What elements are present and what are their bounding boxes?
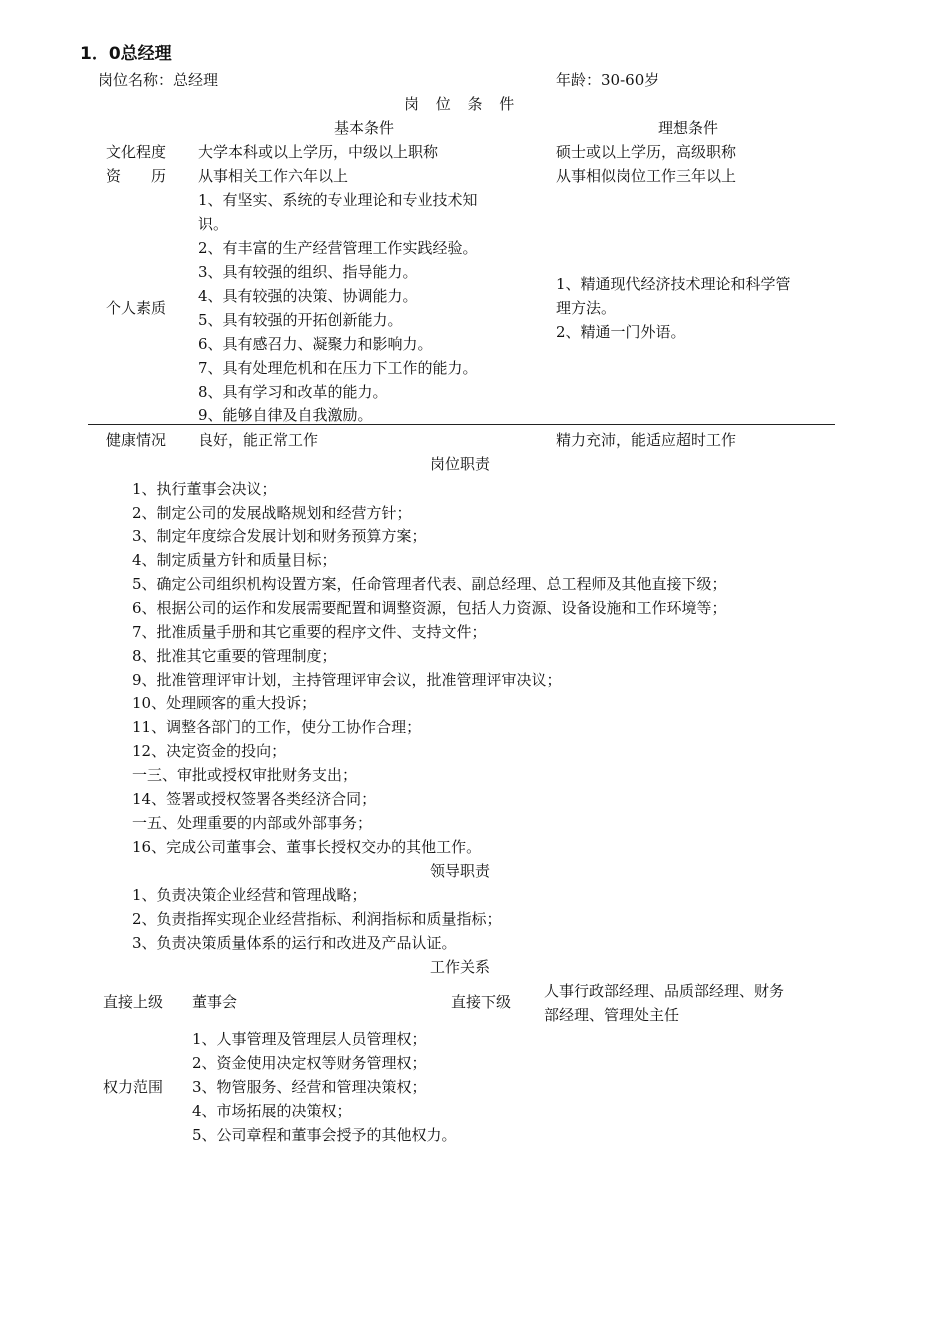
list-item: 一三、审批或授权审批财务支出； <box>132 766 358 784</box>
list-item: 8、批准其它重要的管理制度； <box>132 647 337 665</box>
leadership-header: 领导职责 <box>430 862 491 880</box>
list-item: 一五、处理重要的内部或外部事务； <box>132 814 373 832</box>
list-item: 部经理、管理处主任 <box>544 1006 680 1024</box>
experience-ideal: 从事相似岗位工作三年以上 <box>556 167 737 185</box>
experience-basic: 从事相关工作六年以上 <box>198 167 349 185</box>
list-item: 2、资金使用决定权等财务管理权； <box>192 1054 427 1072</box>
list-item: 14、签署或授权签署各类经济合同； <box>132 790 377 808</box>
list-item: 3、物管服务、经营和管理决策权； <box>192 1078 427 1096</box>
health-ideal: 精力充沛，能适应超时工作 <box>556 431 737 449</box>
personal-label: 个人素质 <box>106 299 167 317</box>
health-basic: 良好，能正常工作 <box>198 431 319 449</box>
superior-label: 直接上级 <box>103 993 164 1011</box>
duties-header: 岗位职责 <box>430 455 491 473</box>
authority-label: 权力范围 <box>103 1078 164 1096</box>
education-ideal: 硕士或以上学历，高级职称 <box>556 143 737 161</box>
list-item: 5、公司章程和董事会授予的其他权力。 <box>192 1126 457 1144</box>
list-item: 1、负责决策企业经营和管理战略； <box>132 886 367 904</box>
list-item: 识。 <box>198 215 229 233</box>
health-label: 健康情况 <box>106 431 167 449</box>
list-item: 3、具有较强的组织、指导能力。 <box>198 263 418 281</box>
superior-value: 董事会 <box>192 993 238 1011</box>
list-item: 7、具有处理危机和在压力下工作的能力。 <box>198 359 478 377</box>
list-item: 10、处理顾客的重大投诉； <box>132 694 317 712</box>
list-item: 11、调整各部门的工作，使分工协作合理； <box>132 718 422 736</box>
list-item: 4、制定质量方针和质量目标； <box>132 551 337 569</box>
age-range: 年龄：30-60岁 <box>556 71 660 89</box>
list-item: 1、人事管理及管理层人员管理权； <box>192 1030 427 1048</box>
education-basic: 大学本科或以上学历，中级以上职称 <box>198 143 439 161</box>
list-item: 2、精通一门外语。 <box>556 323 686 341</box>
list-item: 4、市场拓展的决策权； <box>192 1102 352 1120</box>
list-item: 6、根据公司的运作和发展需要配置和调整资源，包括人力资源、设备设施和工作环境等； <box>132 599 727 617</box>
table-divider <box>88 424 835 425</box>
list-item: 人事行政部经理、品质部经理、财务 <box>544 982 785 1000</box>
position-name: 岗位名称：总经理 <box>98 71 219 89</box>
education-label: 文化程度 <box>106 143 167 161</box>
list-item: 2、有丰富的生产经营管理工作实践经验。 <box>198 239 478 257</box>
section-title: 1．0总经理 <box>80 44 172 64</box>
relations-header: 工作关系 <box>430 958 491 976</box>
conditions-header: 岗 位 条 件 <box>404 95 521 113</box>
list-item: 3、制定年度综合发展计划和财务预算方案； <box>132 527 427 545</box>
list-item: 1、精通现代经济技术理论和科学管 <box>556 275 791 293</box>
experience-label: 资 历 <box>106 167 167 185</box>
list-item: 1、有坚实、系统的专业理论和专业技术知 <box>198 191 478 209</box>
list-item: 5、具有较强的开拓创新能力。 <box>198 311 403 329</box>
col-ideal-header: 理想条件 <box>658 119 719 137</box>
list-item: 2、制定公司的发展战略规划和经营方针； <box>132 504 412 522</box>
subordinate-label: 直接下级 <box>451 993 512 1011</box>
list-item: 2、负责指挥实现企业经营指标、利润指标和质量指标； <box>132 910 502 928</box>
list-item: 12、决定资金的投向； <box>132 742 287 760</box>
list-item: 1、执行董事会决议； <box>132 480 277 498</box>
list-item: 理方法。 <box>556 299 617 317</box>
list-item: 9、批准管理评审计划，主持管理评审会议，批准管理评审决议； <box>132 671 562 689</box>
list-item: 16、完成公司董事会、董事长授权交办的其他工作。 <box>132 838 482 856</box>
list-item: 5、确定公司组织机构设置方案，任命管理者代表、副总经理、总工程师及其他直接下级； <box>132 575 727 593</box>
list-item: 4、具有较强的决策、协调能力。 <box>198 287 418 305</box>
list-item: 3、负责决策质量体系的运行和改进及产品认证。 <box>132 934 457 952</box>
list-item: 9、能够自律及自我激励。 <box>198 406 373 424</box>
list-item: 8、具有学习和改革的能力。 <box>198 383 388 401</box>
list-item: 6、具有感召力、凝聚力和影响力。 <box>198 335 433 353</box>
col-basic-header: 基本条件 <box>334 119 395 137</box>
list-item: 7、批准质量手册和其它重要的程序文件、支持文件； <box>132 623 487 641</box>
